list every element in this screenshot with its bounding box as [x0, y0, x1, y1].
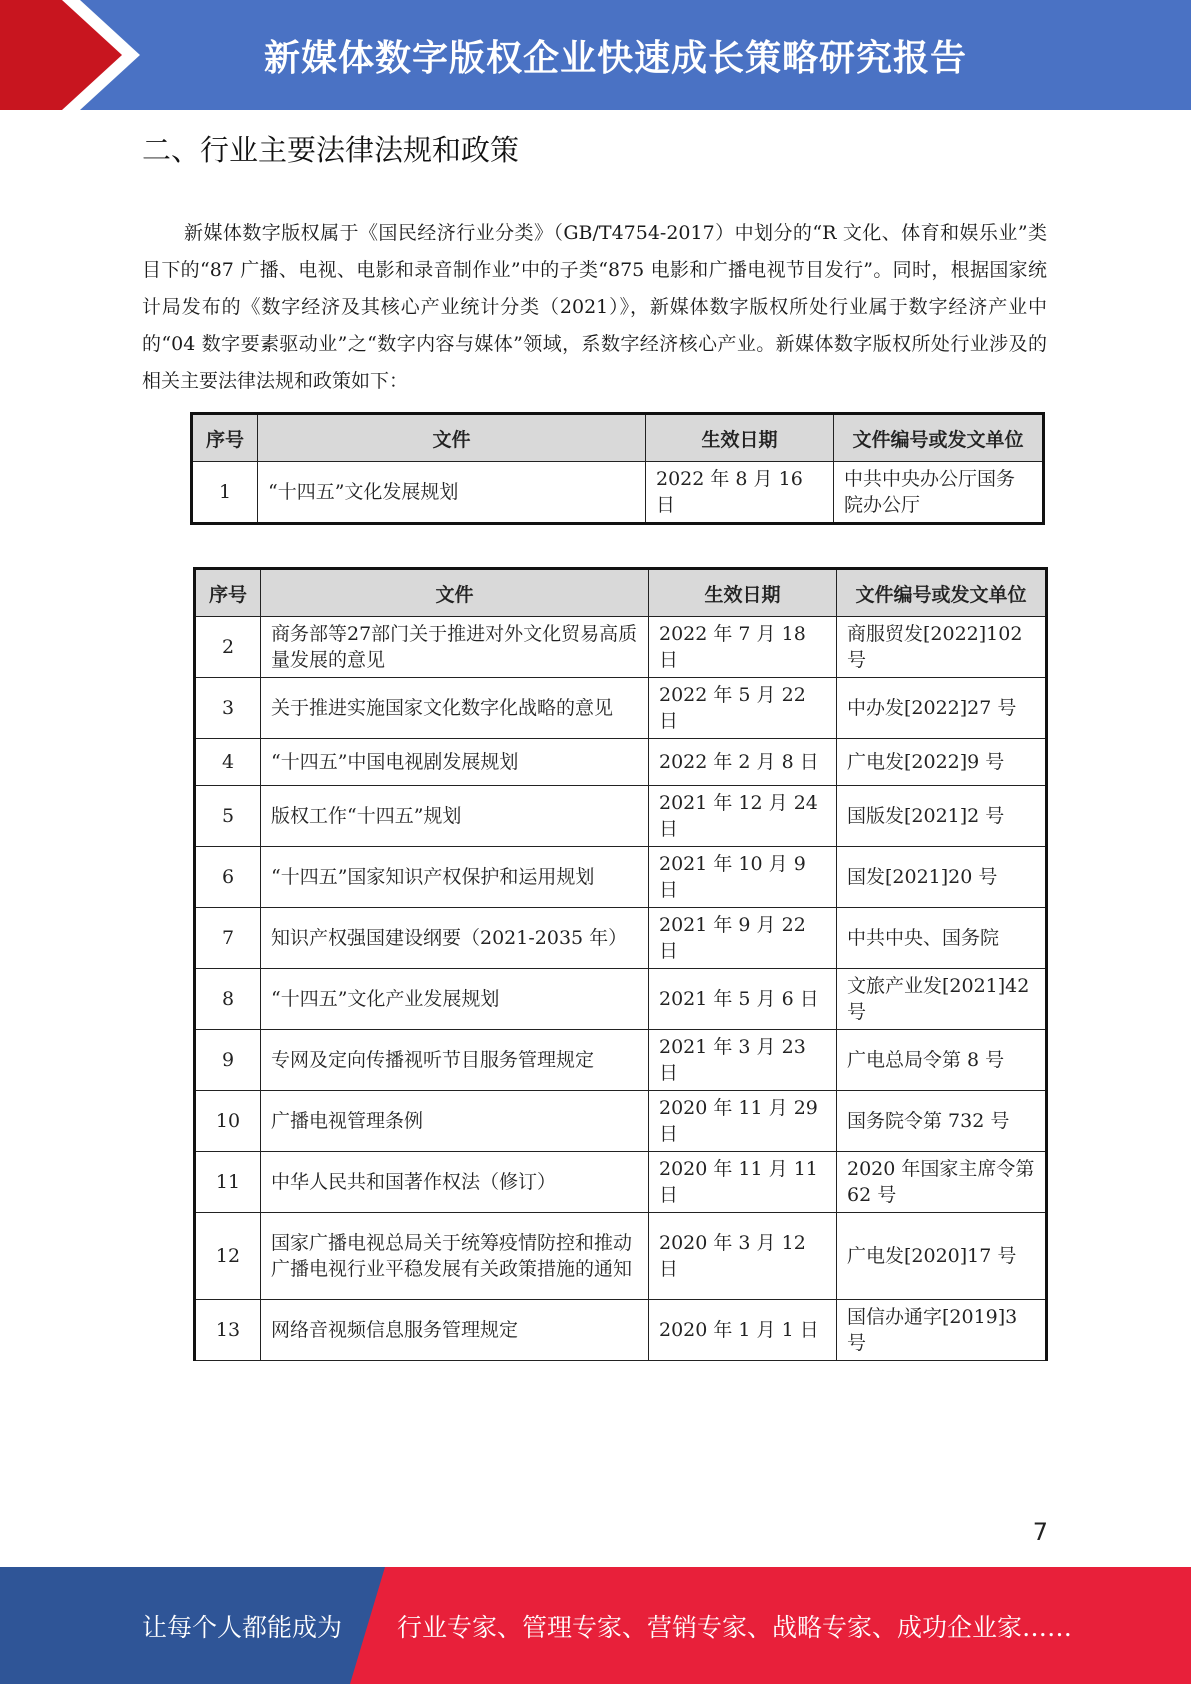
row-number: 8: [195, 969, 261, 1030]
row-number: 2: [195, 617, 261, 678]
document-name: 商务部等27部门关于推进对外文化贸易高质量发展的意见: [261, 617, 649, 678]
table-row: [195, 1152, 1047, 1213]
page-number: 7: [1032, 1518, 1048, 1546]
document-number: 中共中央办公厅国务院办公厅: [834, 462, 1044, 524]
table-header-row: [192, 414, 1044, 462]
document-number: 国信办通字[2019]3 号: [837, 1300, 1047, 1361]
row-number: 4: [195, 739, 261, 786]
document-name: “十四五”文化产业发展规划: [261, 969, 649, 1030]
document-name: 广播电视管理条例: [261, 1091, 649, 1152]
row-number: 10: [195, 1091, 261, 1152]
document-name: 网络音视频信息服务管理规定: [261, 1300, 649, 1361]
effective-date: 2021 年 12 月 24 日: [649, 786, 837, 847]
column-header: 序号: [195, 569, 261, 617]
row-number: 3: [195, 678, 261, 739]
effective-date: 2020 年 1 月 1 日: [649, 1300, 837, 1361]
effective-date: 2022 年 8 月 16 日: [646, 462, 834, 524]
header-banner: [0, 0, 1191, 110]
column-header: 生效日期: [649, 569, 837, 617]
table-row: [195, 1030, 1047, 1091]
row-number: 6: [195, 847, 261, 908]
document-name: 中华人民共和国著作权法（修订）: [261, 1152, 649, 1213]
document-name: 知识产权强国建设纲要（2021-2035 年）: [261, 908, 649, 969]
report-title: 新媒体数字版权企业快速成长策略研究报告: [263, 37, 967, 79]
document-name: “十四五”中国电视剧发展规划: [261, 739, 649, 786]
laws-table-2: [193, 567, 1048, 1361]
column-header: 文件编号或发文单位: [837, 569, 1047, 617]
table-header-row: [195, 569, 1047, 617]
section-title: 二、行业主要法律法规和政策: [142, 133, 520, 167]
document-name: 国家广播电视总局关于统筹疫情防控和推动广播电视行业平稳发展有关政策措施的通知: [261, 1213, 649, 1300]
document-number: 2020 年国家主席令第 62 号: [837, 1152, 1047, 1213]
column-header: 文件: [261, 569, 649, 617]
table-row: [195, 908, 1047, 969]
table-row: [195, 678, 1047, 739]
row-number: 13: [195, 1300, 261, 1361]
document-number: 广电发[2022]9 号: [837, 739, 1047, 786]
row-number: 7: [195, 908, 261, 969]
column-header: 文件: [258, 414, 646, 462]
table-row: [195, 617, 1047, 678]
table-row: [195, 1091, 1047, 1152]
document-number: 中办发[2022]27 号: [837, 678, 1047, 739]
column-header: 生效日期: [646, 414, 834, 462]
intro-paragraph: 新媒体数字版权属于《国民经济行业分类》（GB/T4754-2017）中划分的“R 文化、体育和娱乐业”类目下的“87 广播、电视、电影和录音制作业”中的子类“875 电影和广播电视节目发行”。同时，根据国家统计局发布的《数字经济及其核心产业统计分类（2021）》，新媒体数字版权所处行业属于数字经济产业中的“04 数字要素驱动业”之“数字内容与媒体”领域，系数字经济核心产业。新媒体数字版权所处行业涉及的相关主要法律法规和政策如下：: [142, 222, 1047, 392]
table-row: [195, 1213, 1047, 1300]
effective-date: 2020 年 11 月 29 日: [649, 1091, 837, 1152]
effective-date: 2021 年 5 月 6 日: [649, 969, 837, 1030]
effective-date: 2022 年 5 月 22 日: [649, 678, 837, 739]
laws-table-1: [190, 412, 1045, 525]
row-number: 1: [192, 462, 258, 524]
effective-date: 2022 年 7 月 18 日: [649, 617, 837, 678]
row-number: 11: [195, 1152, 261, 1213]
document-name: 版权工作“十四五”规划: [261, 786, 649, 847]
table-row: [195, 969, 1047, 1030]
document-number: 文旅产业发[2021]42 号: [837, 969, 1047, 1030]
table-row: [195, 1300, 1047, 1361]
row-number: 5: [195, 786, 261, 847]
footer-slogan-right: 行业专家、管理专家、营销专家、战略专家、成功企业家……: [397, 1612, 1073, 1642]
document-name: 关于推进实施国家文化数字化战略的意见: [261, 678, 649, 739]
column-header: 序号: [192, 414, 258, 462]
table-row: [192, 462, 1044, 524]
table-row: [195, 786, 1047, 847]
document-number: 国发[2021]20 号: [837, 847, 1047, 908]
column-header: 文件编号或发文单位: [834, 414, 1044, 462]
document-number: 中共中央、国务院: [837, 908, 1047, 969]
document-number: 广电发[2020]17 号: [837, 1213, 1047, 1300]
footer-banner: [0, 1567, 1191, 1684]
effective-date: 2021 年 10 月 9 日: [649, 847, 837, 908]
document-name: 专网及定向传播视听节目服务管理规定: [261, 1030, 649, 1091]
row-number: 12: [195, 1213, 261, 1300]
document-number: 国务院令第 732 号: [837, 1091, 1047, 1152]
effective-date: 2020 年 11 月 11 日: [649, 1152, 837, 1213]
row-number: 9: [195, 1030, 261, 1091]
effective-date: 2022 年 2 月 8 日: [649, 739, 837, 786]
table-row: [195, 847, 1047, 908]
effective-date: 2021 年 3 月 23 日: [649, 1030, 837, 1091]
effective-date: 2021 年 9 月 22 日: [649, 908, 837, 969]
table-row: [195, 739, 1047, 786]
document-name: “十四五”国家知识产权保护和运用规划: [261, 847, 649, 908]
document-number: 商服贸发[2022]102 号: [837, 617, 1047, 678]
document-number: 国版发[2021]2 号: [837, 786, 1047, 847]
document-number: 广电总局令第 8 号: [837, 1030, 1047, 1091]
footer-slogan-left: 让每个人都能成为: [142, 1612, 343, 1642]
document-name: “十四五”文化发展规划: [258, 462, 646, 524]
effective-date: 2020 年 3 月 12 日: [649, 1213, 837, 1300]
